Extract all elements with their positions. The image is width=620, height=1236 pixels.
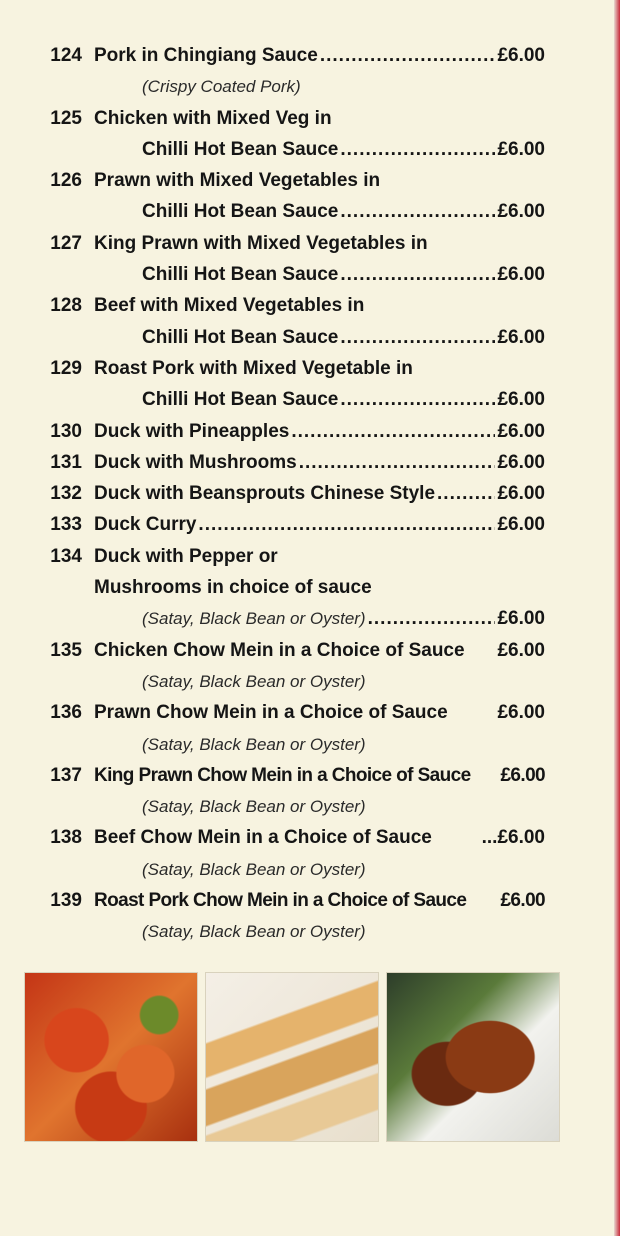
sweet-sour-pork-photo	[24, 972, 198, 1142]
menu-item-131	[0, 447, 620, 478]
item-name-cont: Chilli Hot Bean Sauce	[142, 264, 339, 286]
item-number: 124	[50, 45, 82, 66]
menu-item-134	[0, 541, 620, 572]
item-name: Duck Curry	[94, 514, 197, 536]
item-name-cont: Chilli Hot Bean Sauce	[142, 326, 339, 348]
item-price: £6.00	[497, 451, 545, 473]
item-name-cont: Chilli Hot Bean Sauce	[142, 201, 339, 223]
item-price: £6.00	[500, 764, 545, 786]
item-number: 131	[50, 451, 82, 473]
item-number: 130	[50, 420, 82, 442]
item-name-cont: Mushrooms in choice of sauce	[94, 577, 372, 599]
menu-item-127	[0, 228, 620, 259]
item-number: 125	[50, 107, 82, 129]
menu-item-126	[0, 165, 620, 196]
item-number: 137	[50, 764, 82, 786]
menu-item-128	[0, 290, 620, 321]
item-name: King Prawn with Mixed Vegetables in	[94, 232, 428, 254]
item-number: 129	[50, 357, 82, 379]
item-price: ...£6.00	[481, 827, 545, 849]
item-price: £6.00	[497, 639, 545, 661]
item-price: £6.00	[500, 890, 545, 912]
menu-item-135	[0, 635, 620, 666]
menu-item-133	[0, 509, 620, 540]
item-name: Beef Chow Mein in a Choice of Sauce	[94, 827, 432, 849]
item-price: £6.00	[497, 483, 545, 505]
item-name: Prawn Chow Mein in a Choice of Sauce	[94, 702, 448, 724]
menu-item-125	[0, 103, 620, 134]
item-note: (Satay, Black Bean or Oyster)	[142, 922, 366, 942]
item-number: 133	[50, 514, 82, 536]
item-name: Duck with Mushrooms	[94, 451, 297, 473]
item-price: £6.00	[497, 264, 545, 286]
item-name: Duck with Pepper or	[94, 545, 278, 567]
menu-item-129	[0, 353, 620, 384]
menu-item-138	[0, 822, 620, 853]
item-number: 135	[50, 639, 82, 661]
item-price: £6.00	[497, 138, 545, 160]
item-number: 132	[50, 483, 82, 505]
item-price: £6.00	[497, 514, 545, 536]
item-number: 134	[50, 545, 82, 567]
item-name: Chicken with Mixed Veg in	[94, 107, 332, 129]
item-note: (Satay, Black Bean or Oyster)	[142, 734, 366, 754]
item-name: Beef with Mixed Vegetables in	[94, 295, 365, 317]
item-name: Roast Pork Chow Mein in a Choice of Sauce	[94, 890, 467, 912]
item-number: 126	[50, 170, 82, 192]
menu-item-130	[0, 416, 620, 447]
item-price: £6.00	[497, 326, 545, 348]
item-name-cont: Chilli Hot Bean Sauce	[142, 389, 339, 411]
menu-item-137	[0, 760, 620, 791]
item-price: £6.00	[497, 702, 545, 724]
menu-item-132	[0, 478, 620, 509]
item-price: £6.00	[497, 420, 545, 442]
spare-ribs-photo	[386, 972, 560, 1142]
item-name: Pork in Chingiang Sauce	[94, 45, 318, 66]
item-name: Roast Pork with Mixed Vegetable in	[94, 357, 413, 379]
item-price: £6.00	[497, 201, 545, 223]
item-name: Duck with Pineapples	[94, 420, 290, 442]
item-number: 136	[50, 702, 82, 724]
item-price: £6.00	[497, 389, 545, 411]
item-name-cont: Chilli Hot Bean Sauce	[142, 138, 339, 160]
item-number: 128	[50, 295, 82, 317]
item-number: 138	[50, 827, 82, 849]
item-note: (Satay, Black Bean or Oyster)	[142, 609, 366, 629]
menu-item-139	[0, 885, 620, 916]
item-name: King Prawn Chow Mein in a Choice of Sauce	[94, 764, 471, 786]
item-note: (Satay, Black Bean or Oyster)	[142, 797, 366, 817]
item-note: (Crispy Coated Pork)	[142, 77, 301, 97]
spring-rolls-photo	[205, 972, 379, 1142]
item-number: 127	[50, 232, 82, 254]
menu-item-136	[0, 697, 620, 728]
item-name: Duck with Beansprouts Chinese Style	[94, 483, 436, 505]
item-note: (Satay, Black Bean or Oyster)	[142, 859, 366, 879]
item-price: £6.00	[497, 608, 545, 630]
item-price: £6.00	[497, 45, 545, 66]
item-name: Prawn with Mixed Vegetables in	[94, 170, 381, 192]
item-note: (Satay, Black Bean or Oyster)	[142, 671, 366, 691]
item-name: Chicken Chow Mein in a Choice of Sauce	[94, 639, 465, 661]
item-number: 139	[50, 890, 82, 912]
menu-item-124	[0, 40, 620, 71]
food-photos	[24, 972, 564, 1142]
menu-list	[0, 40, 620, 948]
